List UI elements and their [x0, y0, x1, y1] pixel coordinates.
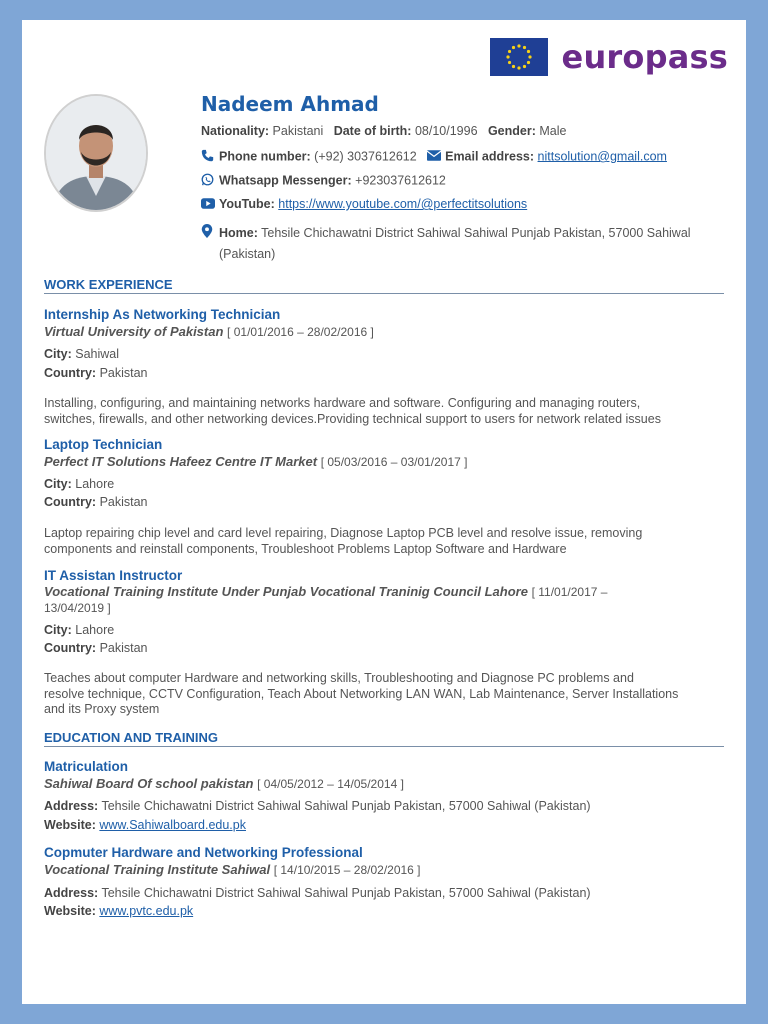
job-city: [44, 347, 119, 361]
country-label: Country:: [44, 366, 97, 380]
bottom-frame: [0, 942, 768, 1024]
email-label: Email address:: [445, 149, 535, 164]
education-institution: [44, 862, 724, 878]
contact-line: [201, 149, 667, 165]
education-institution: [44, 776, 724, 792]
job-country: [44, 366, 148, 380]
youtube-link[interactable]: https://www.youtube.com/@perfectitsolutions: [278, 197, 528, 211]
job-city: [44, 477, 114, 491]
whatsapp-label: Whatsapp Messenger:: [219, 173, 352, 188]
education-title: Copmuter Hardware and Networking Professional: [44, 845, 363, 860]
whatsapp-icon: [201, 173, 215, 189]
description-line: components and reinstall components, Troubleshoot Problems Laptop Software and Hardware: [44, 541, 567, 556]
home-label: Home:: [219, 226, 258, 240]
employer-name: Vocational Training Institute Under Punjab Vocational Traninig Council Lahore: [44, 584, 528, 599]
city-label: City:: [44, 623, 72, 637]
job-country: [44, 495, 148, 509]
job-description: [44, 396, 724, 427]
job-title: Laptop Technician: [44, 437, 163, 452]
job-title: Internship As Networking Technician: [44, 307, 281, 322]
description-line: Laptop repairing chip level and card level repairing, Diagnose Laptop PCB level and resolve issue, removing: [44, 526, 643, 540]
city-label: City:: [44, 477, 72, 491]
gender-value: Male: [539, 124, 567, 138]
profile-photo: [44, 94, 148, 212]
institution-name: Sahiwal Board Of school pakistan: [44, 776, 254, 791]
europass-wordmark: europass: [561, 38, 728, 76]
address-label: Address:: [44, 799, 99, 813]
youtube-label: YouTube:: [219, 197, 275, 211]
country-label: Country:: [44, 495, 97, 509]
phone-value: (+92) 3037612612: [314, 149, 417, 164]
employer-name: Perfect IT Solutions Hafeez Centre IT Market: [44, 454, 318, 469]
home-address-line2: (Pakistan): [219, 247, 276, 261]
youtube-icon: [201, 198, 215, 212]
nationality-value: Pakistani: [272, 124, 324, 138]
city-value: Lahore: [75, 623, 115, 637]
education-website: [44, 818, 246, 832]
education-address: [44, 799, 591, 813]
section-education: EDUCATION AND TRAINING: [44, 730, 724, 747]
description-line: Installing, configuring, and maintaining networks hardware and software. Configuring and managing routers,: [44, 396, 641, 410]
eu-flag-icon: [490, 38, 548, 76]
city-label: City:: [44, 347, 72, 361]
dob-value: 08/10/1996: [414, 124, 478, 138]
website-link[interactable]: www.pvtc.edu.pk: [99, 904, 194, 918]
job-employer: [44, 454, 724, 470]
city-value: Lahore: [75, 477, 115, 491]
employer-name: Virtual University of Pakistan: [44, 324, 224, 339]
youtube-line: [201, 197, 527, 212]
job-country: [44, 641, 148, 655]
website-label: Website:: [44, 818, 96, 832]
education-dates: [ 04/05/2012 – 14/05/2014 ]: [257, 777, 404, 791]
job-dates: [ 11/01/2017 –: [531, 585, 608, 599]
job-description: [44, 671, 724, 718]
website-link[interactable]: www.Sahiwalboard.edu.pk: [99, 818, 246, 832]
home-line: [201, 221, 691, 246]
description-line: Teaches about computer Hardware and networking skills, Troubleshooting and Diagnose PC problems and: [44, 671, 634, 685]
email-link[interactable]: nittsolution@gmail.com: [537, 149, 667, 164]
description-line: and its Proxy system: [44, 702, 160, 716]
job-dates: [ 01/01/2016 – 28/02/2016 ]: [227, 325, 374, 339]
institution-name: Vocational Training Institute Sahiwal: [44, 862, 271, 877]
country-value: Pakistan: [99, 641, 148, 655]
description-line: switches, firewalls, and other networking devices.Providing technical support to users for network related issues: [44, 411, 661, 426]
job-dates: 13/04/2019 ]: [44, 601, 111, 615]
job-employer: [44, 324, 724, 340]
whatsapp-value: +923037612612: [355, 173, 446, 188]
phone-label: Phone number:: [219, 149, 311, 164]
dob-label: Date of birth:: [333, 124, 412, 138]
description-line: resolve technique, CCTV Configuration, Teach About Networking LAN WAN, Lab Maintenance, Server Installations: [44, 686, 679, 701]
city-value: Sahiwal: [75, 347, 120, 361]
address-value: Tehsile Chichawatni District Sahiwal Sahiwal Punjab Pakistan, 57000 Sahiwal (Pakistan): [101, 886, 591, 900]
europass-logo: [490, 38, 728, 76]
phone-icon: [201, 149, 215, 165]
personal-details-line: [201, 124, 566, 138]
email-icon: [427, 150, 441, 164]
job-title: IT Assistan Instructor: [44, 568, 183, 583]
job-employer: [44, 584, 724, 600]
gender-label: Gender:: [487, 124, 536, 138]
country-value: Pakistan: [99, 366, 148, 380]
home-address: Tehsile Chichawatni District Sahiwal Sahiwal Punjab Pakistan, 57000 Sahiwal: [261, 226, 691, 240]
location-pin-icon: [201, 222, 215, 246]
job-description: [44, 526, 724, 557]
education-website: [44, 904, 193, 918]
address-label: Address:: [44, 886, 99, 900]
whatsapp-line: [201, 173, 446, 189]
country-label: Country:: [44, 641, 97, 655]
website-label: Website:: [44, 904, 96, 918]
person-name: Nadeem Ahmad: [201, 92, 379, 116]
section-work-experience: WORK EXPERIENCE: [44, 277, 724, 294]
education-dates: [ 14/10/2015 – 28/02/2016 ]: [273, 863, 421, 877]
country-value: Pakistan: [99, 495, 148, 509]
education-title: Matriculation: [44, 759, 129, 774]
job-city: [44, 623, 114, 637]
address-value: Tehsile Chichawatni District Sahiwal Sahiwal Punjab Pakistan, 57000 Sahiwal (Pakistan): [101, 799, 591, 813]
job-dates: [ 05/03/2016 – 03/01/2017 ]: [320, 455, 468, 469]
education-address: [44, 886, 591, 900]
job-dates-continued: [44, 600, 724, 616]
nationality-label: Nationality:: [201, 124, 270, 138]
